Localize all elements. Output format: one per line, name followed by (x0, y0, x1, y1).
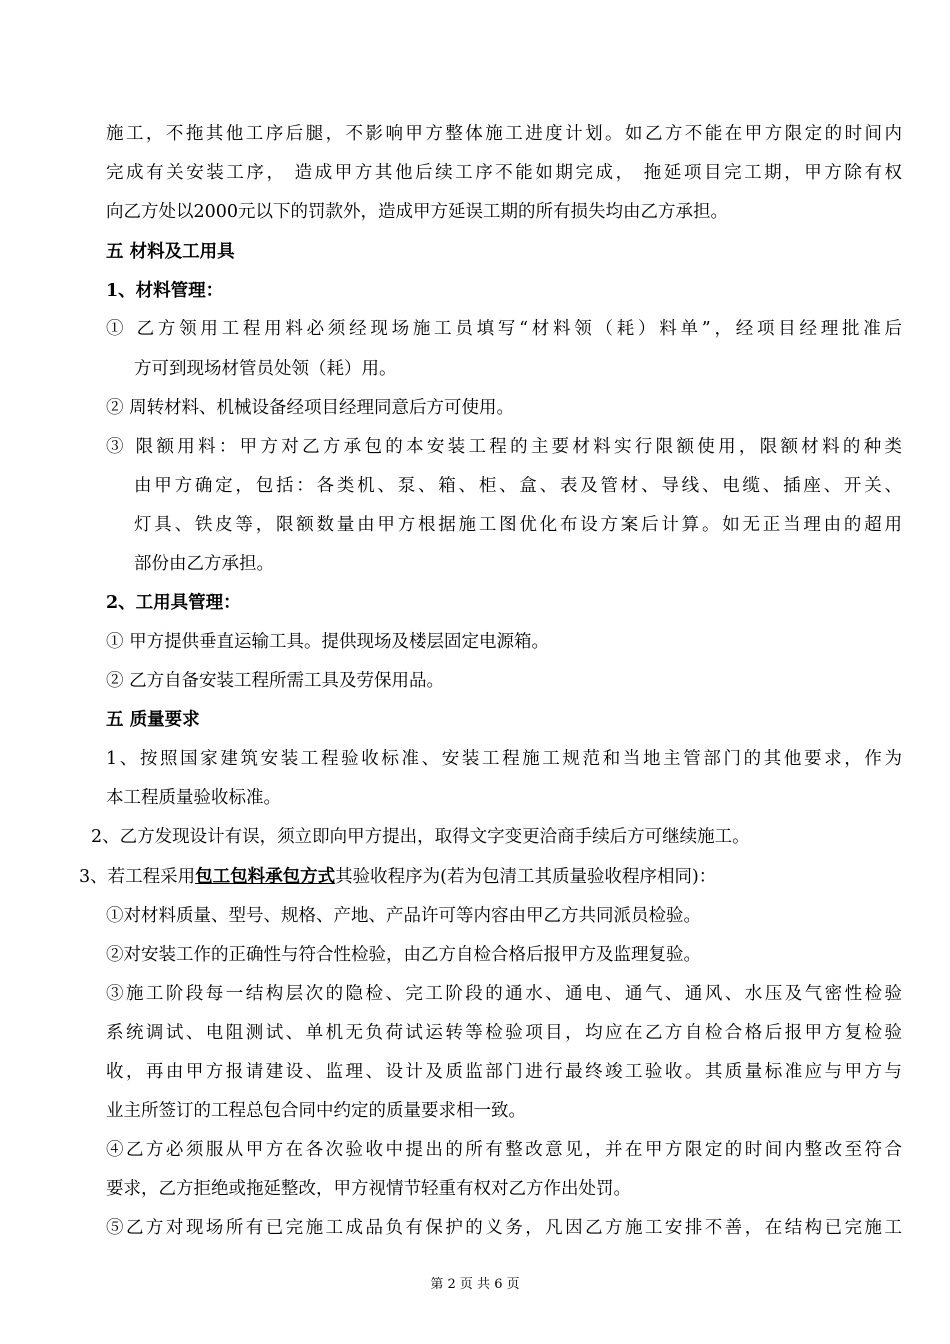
list-item: ④乙方必须服从甲方在各次验收中提出的所有整改意见，并在甲方限定的时间内整改至符合 (106, 1140, 902, 1160)
list-item: ① 乙方领用工程用料必须经现场施工员填写“材料领（耗）料单”，经项目经理批准后 (106, 319, 902, 339)
paragraph-line: 系统调试、电阻测试、单机无负荷试运转等检验项目，均应在乙方自检合格后报甲方复检验 (106, 1023, 902, 1043)
paragraph-line: 业主所签订的工程总包合同中约定的质量要求相一致。 (106, 1101, 526, 1121)
list-item: ③ 限额用料：甲方对乙方承包的本安装工程的主要材料实行限额使用，限额材料的种类 (106, 437, 902, 457)
paragraph-line: 收，再由甲方报请建设、监理、设计及质监部门进行最终竣工验收。其质量标准应与甲方与 (106, 1062, 902, 1082)
text-segment: 其验收程序为(若为包清工其质量验收程序相同)： (335, 867, 717, 887)
paragraph-line: 方可到现场材管员处领（耗）用。 (134, 359, 397, 379)
paragraph-line: 向乙方处以2000元以下的罚款外，造成甲方延误工期的所有损失均由乙方承担。 (106, 202, 729, 222)
text-segment: 3、若工程采用 (79, 867, 196, 887)
list-item: ② 乙方自备安装工程所需工具及劳保用品。 (106, 671, 445, 691)
section-heading: 五 质量要求 (106, 710, 200, 730)
subsection-heading: 2、工用具管理： (106, 593, 241, 613)
paragraph-line: 完成有关安装工序， 造成甲方其他后续工序不能如期完成， 拖延项目完工期，甲方除有权 (106, 163, 902, 183)
page-number-footer: 第 2 页 共 6 页 (430, 1277, 520, 1292)
paragraph-line: 施工，不拖其他工序后腿，不影响甲方整体施工进度计划。如乙方不能在甲方限定的时间内 (106, 124, 902, 144)
list-item: ⑤乙方对现场所有已完施工成品负有保护的义务，凡因乙方施工安排不善，在结构已完施工 (106, 1218, 902, 1238)
paragraph-line: 由甲方确定，包括：各类机、泵、箱、柜、盒、表及管材、导线、电缆、插座、开关、 (134, 476, 902, 496)
paragraph-line: 本工程质量验收标准。 (106, 788, 281, 808)
paragraph-line: 1、按照国家建筑安装工程验收标准、安装工程施工规范和当地主管部门的其他要求，作为 (106, 749, 902, 769)
underlined-term: 包工包料承包方式 (195, 867, 336, 887)
paragraph-line: 灯具、铁皮等，限额数量由甲方根据施工图优化布设方案后计算。如无正当理由的超用 (134, 515, 902, 535)
list-item: ②对安装工作的正确性与符合性检验，由乙方自检合格后报甲方及监理复验。 (106, 945, 701, 965)
list-item: ①对材料质量、型号、规格、产地、产品许可等内容由甲乙方共同派员检验。 (106, 906, 701, 926)
paragraph-line: 2、乙方发现设计有误，须立即向甲方提出，取得文字变更洽商手续后方可继续施工。 (91, 827, 750, 847)
paragraph-line: 部份由乙方承担。 (134, 554, 274, 574)
paragraph-line (79, 866, 716, 888)
section-heading: 五 材料及工用具 (106, 242, 235, 262)
list-item: ② 周转材料、机械设备经项目经理同意后方可使用。 (106, 398, 515, 418)
subsection-heading: 1、材料管理： (106, 281, 224, 301)
paragraph-line: 要求，乙方拒绝或拖延整改，甲方视情节轻重有权对乙方作出处罚。 (106, 1179, 631, 1199)
list-item: ① 甲方提供垂直运输工具。提供现场及楼层固定电源箱。 (106, 632, 550, 652)
list-item: ③施工阶段每一结构层次的隐检、完工阶段的通水、通电、通气、通风、水压及气密性检验 (106, 984, 902, 1004)
